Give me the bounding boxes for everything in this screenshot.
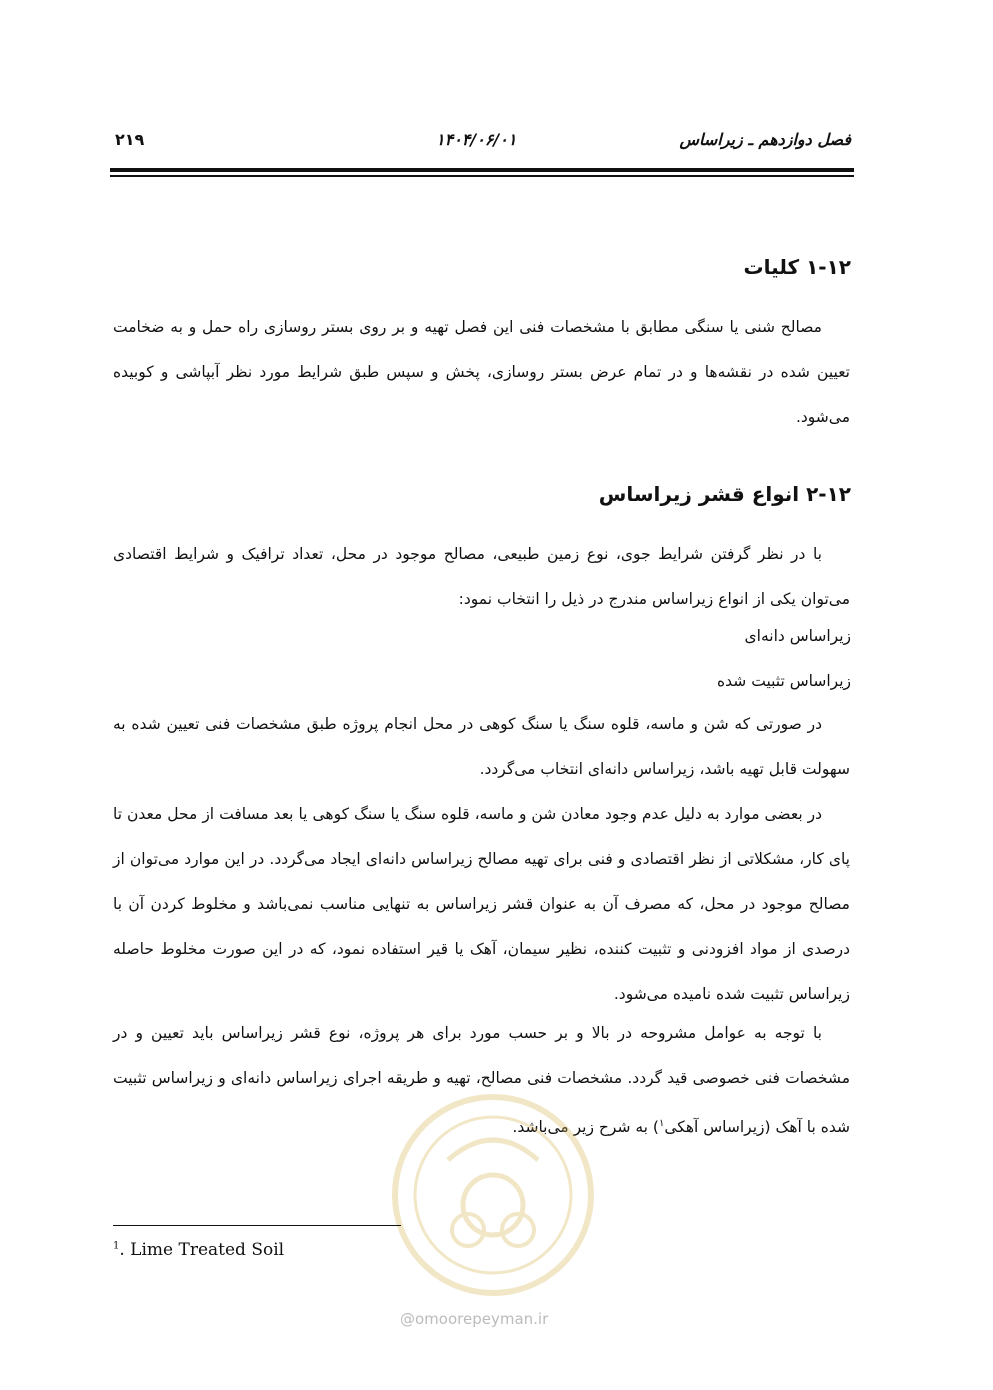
footnote-marker: 1 (113, 1240, 120, 1252)
list-item: زیراساس تثبیت شده (717, 672, 851, 690)
watermark-text: @omoorepeyman.ir (400, 1310, 549, 1328)
list-item: زیراساس دانه‌ای (744, 627, 851, 645)
selection-paragraph-text: با توجه به عوامل مشروحه در بالا و بر حسب مورد برای هر پروژه، نوع قشر زیراساس باید تعیین و در مشخصات فنی خصوصی قید گردد. مشخصات فنی مصالح، تهیه و طریقه اجرای زیراساس دانه‌ای و زیراساس تثبیت شده با آهک (زیراساس آهکی (113, 1024, 850, 1137)
chapter-title: فصل دوازدهم ـ زیراساس (679, 130, 851, 149)
subbase-intro-paragraph: با در نظر گرفتن شرایط جوی، نوع زمین طبیعی، مصالح موجود در محل، تعداد ترافیک و شرایط اقتصادی می‌توان یکی از انواع زیراساس مندرج در ذیل را انتخاب نمود: (113, 545, 850, 608)
section-heading-subbase-types: ۲-۱۲ انواع قشر زیراساس (598, 482, 851, 506)
header-date: ۱۴۰۴/۰۶/۰۱ (436, 130, 517, 149)
section-paragraph-general: مصالح شنی یا سنگی مطابق با مشخصات فنی این فصل تهیه و بر روی بستر روسازی راه حمل و به ضخامت تعیین شده در نقشه‌ها و در تمام عرض بستر روسازی، پخش و سپس طبق شرایط مورد نظر آبپاشی و کوبیده می‌شود. (113, 318, 850, 426)
watermark-seal-icon (388, 1090, 598, 1300)
section-heading-general: ۱-۱۲ کلیات (743, 255, 851, 279)
header-rule-thin (110, 175, 854, 177)
footnote-divider (113, 1225, 401, 1226)
page-number: ۲۱۹ (115, 130, 145, 149)
footnote-text: . Lime Treated Soil (119, 1240, 285, 1260)
selection-paragraph-text-end: ) به شرح زیر می‌باشد. (512, 1118, 659, 1137)
stabilized-subbase-paragraph: در بعضی موارد به دلیل عدم وجود معادن شن و ماسه، قلوه سنگ یا سنگ کوهی یا بعد مسافت از محل معدن تا پای کار، مشکلاتی از نظر اقتصادی و فنی برای تهیه مصالح زیراساس دانه‌ای ایجاد می‌گردد. در این موارد می‌توان از مصالح موجود در محل، که مصرف آن به عنوان قشر زیراساس به تنهایی مناسب نمی‌باشد و مخلوط کردن آن با درصدی از مواد افزودنی و تثبیت کننده، نظیر سیمان، آهک یا قیر استفاده نمود، که در این صورت مخلوط حاصله زیراساس تثبیت شده نامیده می‌شود. (113, 805, 850, 1003)
footnote-reference[interactable]: ۱ (658, 1118, 665, 1129)
header-rule-thick (110, 168, 854, 172)
granular-subbase-paragraph: در صورتی که شن و ماسه، قلوه سنگ یا سنگ کوهی در محل انجام پروژه طبق مشخصات فنی تعیین شده به سهولت قابل تهیه باشد، زیراساس دانه‌ای انتخاب می‌گردد. (113, 715, 850, 778)
footnote (113, 1240, 284, 1260)
